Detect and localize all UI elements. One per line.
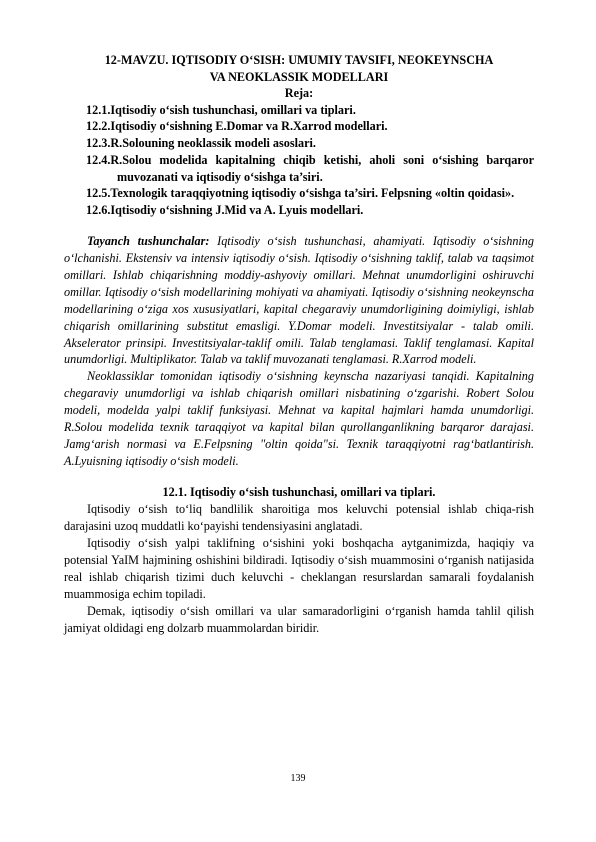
plan-item: 12.4.R.Solou modelida kapitalning chiqib ketishi, aholi soni o‘sishing barqaror muvozanati va iqtisodiy o‘sishga ta’siri. — [86, 152, 534, 184]
chapter-title-line-2: VA NEOKLASSIK MODELLARI — [209, 69, 389, 84]
body-paragraph: Demak, iqtisodiy o‘sish omillari va ular samaradorligini o‘rganish hamda tahlil qilish jamiyat oldidagi eng dolzarb muammolardan biridir. — [64, 603, 534, 635]
document-page — [64, 52, 534, 637]
body-paragraph: Iqtisodiy o‘sish to‘liq bandlilik sharoitiga mos keluvchi potensial ishlab chiqa-rish darajasini uzoq muddatli ko‘payishi tendensiyasini anglatadi. — [64, 501, 534, 533]
page-number: 139 — [290, 773, 306, 784]
key-concepts-text: Iqtisodiy o‘sish tushunchasi, ahamiyati. Iqtisodiy o‘sishning o‘lchanishi. Ekstensiv va intensiv iqtisodiy o‘sish. Iqtisodiy o‘sishning taklif, talab va taqsimot omillari. Ishlab chiqarishning moddiy-ashyoviy omillari. Mehnat unumdorligini oshiruvchi omillar. Iqtisodiy o‘sish modellarining mohiyati va ahamiyati. Iqtisodiy o‘sishning neokeynscha modellarining o‘ziga xos xususiyatlari, kapital chegaraviy unumdorligining doimiyligi, ishlab chiqarish omillarining substitut emasligi. Y.Domar modeli. Investitsiyalar - talab omili. Akselerator prinsipi. Investitsiyalar-taklif omili. Talab tenglamasi. Taklif tenglamasi. Kapital unumdorligi. Multiplikator. Talab va taklif muvozanati tenglamasi. R.Xarrod modeli. — [64, 234, 534, 367]
body-paragraph: Iqtisodiy o‘sish yalpi taklifning o‘sishini yoki boshqacha aytganimizda, haqiqiy va potensial YaIM hajmining oshishini bildiradi. Iqtisodiy o‘sish muammosini o‘rganish natijasida real ishlab chiqarish tizimi duch keluvchi - cheklangan resurslardan samarali foydalanish muammosiga echim topiladi. — [64, 535, 534, 601]
neoclassic-paragraph: Neoklassiklar tomonidan iqtisodiy o‘sishning keynscha nazariyasi tanqidi. Kapitalning chegaraviy unumdorligi va ishlab chiqarish omillari nisbatining o‘zgarishi. Robert Solou modeli, modelda yalpi taklif funksiyasi. Mehnat va kapital hajmlari hamda unumdorligi. R.Solou modelida texnik taraqqiyot va kapital bilan qurollanganlikning barqaror darajasi. Jamg‘arish normasi va E.Felpsning "oltin qoida"si. Texnik taraqqiyotni rag‘batlantirish. A.Lyuisning iqtisodiy o‘sish modeli. — [64, 369, 534, 468]
plan-heading: Reja: — [284, 86, 314, 100]
plan-item: 12.3.R.Solouning neoklassik modeli asoslari. — [86, 136, 316, 151]
chapter-title — [64, 52, 534, 85]
key-concepts-paragraph — [64, 233, 534, 368]
chapter-title-line-1: 12-MAVZU. IQTISODIY O‘SISH: UMUMIY TAVSIFI, NEOKEYNSCHA — [104, 53, 494, 67]
key-concepts-block — [64, 233, 534, 470]
key-concepts-label: Tayanch tushunchalar: — [87, 234, 210, 249]
plan-item: 12.2.Iqtisodiy o‘sishning E.Domar va R.Xarrod modellari. — [86, 119, 388, 134]
section-heading: 12.1. Iqtisodiy o‘sish tushunchasi, omillari va tiplari. — [162, 484, 436, 499]
plan-item: 12.1.Iqtisodiy o‘sish tushunchasi, omillari va tiplari. — [86, 102, 356, 117]
plan-item: 12.5.Texnologik taraqqiyotning iqtisodiy o‘sishga ta’siri. Felpsning «oltin qoidasi». — [86, 186, 515, 201]
plan-list — [64, 102, 534, 220]
plan-item: 12.6.Iqtisodiy o‘sishning J.Mid va A. Lyuis modellari. — [86, 203, 364, 218]
